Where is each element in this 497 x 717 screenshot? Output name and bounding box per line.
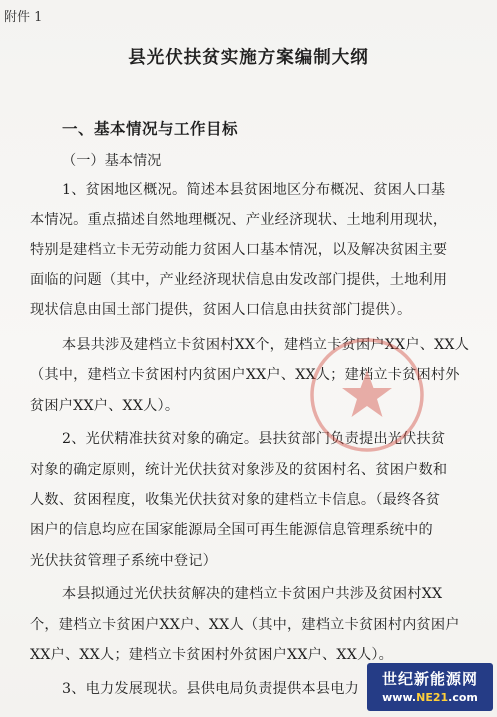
paragraph-line: 特别是建档立卡无劳动能力贫困人口基本情况，以及解决贫困主要 (30, 242, 448, 258)
paragraph-line: XX户、XX人；建档立卡贫困村外贫困户XX户、XX人）。 (30, 647, 394, 663)
paragraph-line: 困户的信息均应在国家能源局全国可再生能源信息管理系统中的 (30, 522, 433, 538)
paragraph-line: 光伏扶贫管理子系统中登记） (30, 553, 218, 569)
paragraph-line: 本情况。重点描述自然地理概况、产业经济现状、土地利用现状， (30, 212, 448, 228)
document-title: 县光伏扶贫实施方案编制大纲 (128, 48, 369, 68)
watermark-url-prefix: www. (382, 691, 417, 704)
paragraph-line: （其中，建档立卡贫困村内贫困户XX户、XX人；建档立卡贫困村外 (30, 367, 460, 383)
section-heading: 一、基本情况与工作目标 (62, 119, 239, 138)
attachment-label: 附件 1 (4, 10, 43, 25)
paragraph-line: 本县拟通过光伏扶贫解决的建档立卡贫困户共涉及贫困村XX (62, 586, 443, 602)
paragraph-line: 面临的问题（其中，产业经济现状信息由发改部门提供，土地利用 (30, 272, 448, 288)
watermark-url-suffix: .com (448, 691, 478, 704)
watermark-url (367, 691, 493, 704)
section-subheading: （一）基本情况 (62, 153, 162, 169)
paragraph-line: 个，建档立卡贫困户XX户、XX人（其中，建档立卡贫困村内贫困户 (30, 617, 460, 633)
paragraph-line: 现状信息由国土部门提供，贫困人口信息由扶贫部门提供）。 (30, 302, 412, 318)
paragraph-line: 2、光伏精准扶贫对象的确定。县扶贫部门负责提出光伏扶贫 (62, 431, 446, 447)
paragraph-line: 本县共涉及建档立卡贫困村XX个，建档立卡贫困户XX户、XX人 (62, 337, 470, 353)
paragraph-line: 1、贫困地区概况。简述本县贫困地区分布概况、贫困人口基 (62, 182, 446, 198)
paragraph-line: 人数、贫困程度，收集光伏扶贫对象的建档立卡信息。（最终各贫 (30, 492, 441, 508)
paragraph-line: 对象的确定原则，统计光伏扶贫对象涉及的贫困村名、贫困户数和 (30, 462, 448, 478)
paragraph-line: 3、电力发展现状。县供电局负责提供本县电力 (62, 681, 359, 697)
watermark-site-name: 世纪新能源网 (381, 670, 478, 688)
site-watermark[interactable] (367, 663, 493, 711)
watermark-url-brand: NE21 (416, 691, 449, 704)
paragraph-line: 贫困户XX户、XX人）。 (30, 398, 180, 414)
